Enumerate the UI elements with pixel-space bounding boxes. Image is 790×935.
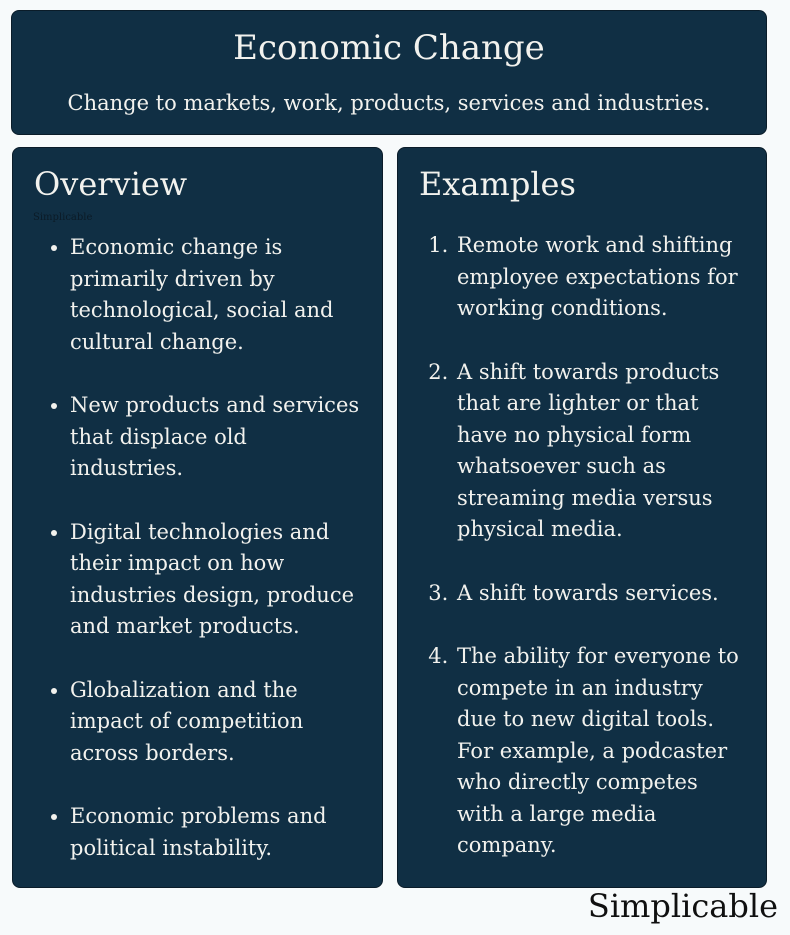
overview-panel [12, 147, 383, 888]
examples-list [398, 230, 766, 862]
example-item: 3. A shift towards services. [455, 578, 746, 610]
example-item: 2. A shift towards products that are lighter or that have no physical form whatsoever such as streaming media versus physical media. [455, 357, 746, 546]
example-item: 1. Remote work and shifting employee expectations for working conditions. [455, 230, 746, 325]
examples-panel [397, 147, 767, 888]
overview-heading: Overview [34, 165, 188, 203]
examples-heading: Examples [419, 165, 576, 203]
overview-list [13, 232, 382, 864]
watermark-text: Simplicable [33, 212, 93, 223]
example-item: 4. The ability for everyone to compete in an industry due to new digital tools. For example, a podcaster who directly competes with a large media company. [455, 641, 746, 862]
header-panel [11, 10, 767, 135]
overview-item: • Economic problems and political instability. [70, 801, 362, 864]
page-subtitle: Change to markets, work, products, services and industries. [67, 91, 711, 115]
overview-item: • Economic change is primarily driven by technological, social and cultural change. [70, 232, 362, 358]
page-title: Economic Change [233, 28, 545, 68]
overview-item: • Globalization and the impact of competition across borders. [70, 675, 362, 770]
overview-item: • Digital technologies and their impact on how industries design, produce and market products. [70, 517, 362, 643]
overview-item: • New products and services that displace old industries. [70, 390, 362, 485]
brand-logo-text: Simplicable [587, 887, 778, 925]
